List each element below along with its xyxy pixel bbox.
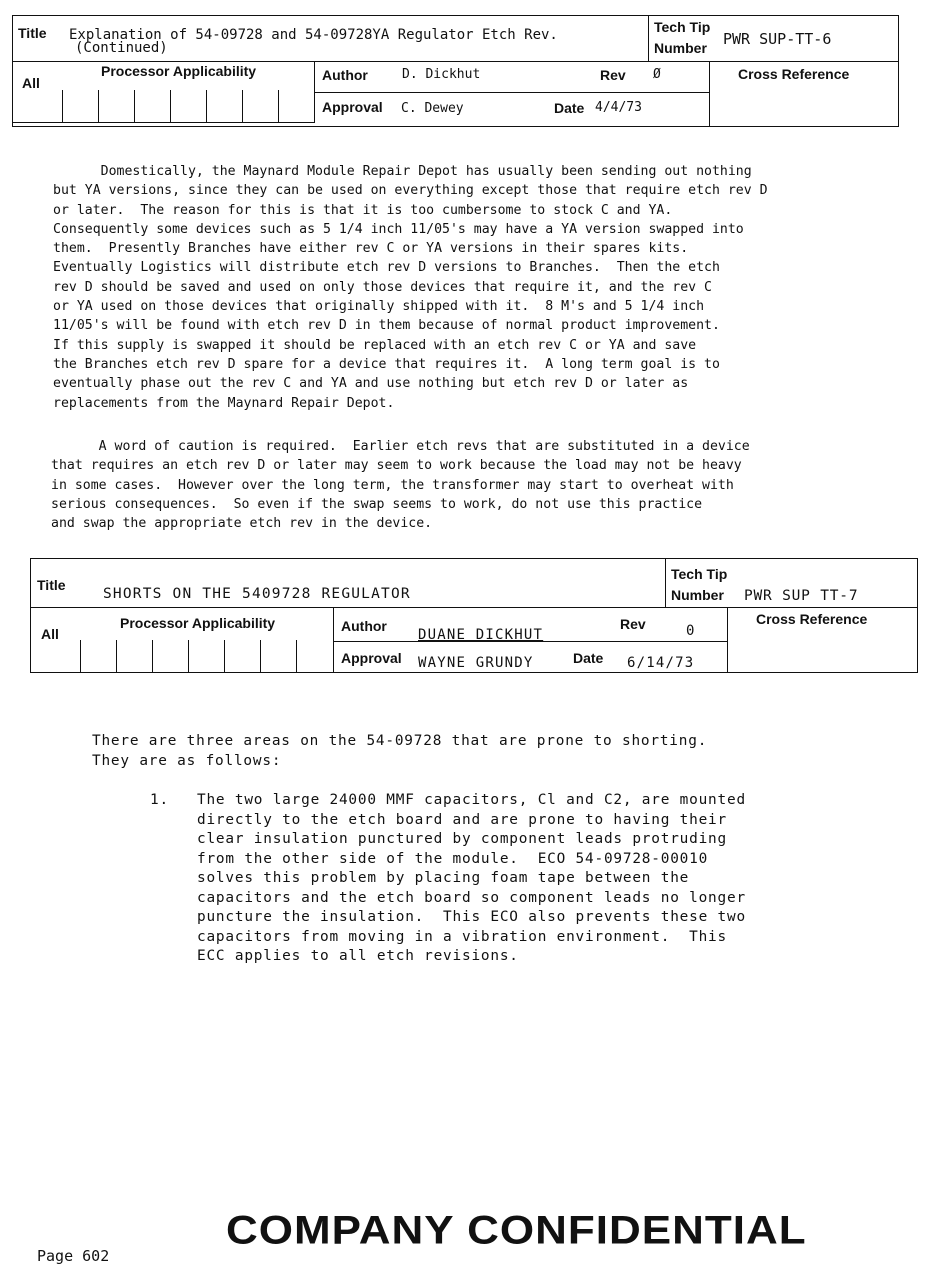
rev-label: Rev [620, 616, 646, 632]
tech-tip-number-value: PWR SUP-TT-6 [723, 30, 832, 48]
confidential-stamp-clip [226, 1208, 807, 1266]
approval-label: Approval [322, 99, 383, 115]
title-value: SHORTS ON THE 5409728 REGULATOR [103, 586, 411, 602]
title-label: Title [18, 25, 47, 41]
date-value: 4/4/73 [595, 100, 642, 115]
tech-tip-label: Tech Tip [671, 566, 728, 582]
tech-tip-number-value: PWR SUP TT-7 [744, 588, 859, 604]
header-1-divider [314, 92, 710, 93]
approval-value: WAYNE GRUNDY [418, 655, 534, 671]
date-label: Date [554, 100, 585, 116]
author-label: Author [341, 618, 387, 634]
rev-label: Rev [600, 67, 626, 83]
header-1-divider [12, 122, 314, 123]
section-2-intro: There are three areas on the 54-09728 that are prone to shorting. They are as follows: [92, 733, 708, 769]
author-label: Author [322, 67, 368, 83]
tech-tip-number-label: Number [671, 587, 724, 603]
body-paragraph-2: A word of caution is required. Earlier etch revs that are substituted in a device that requires an etch rev D or later may seem to work because the load may not be heavy in some cases. However over the long term, the transformer may start to overheat with serious consequences. So even if the swap seems to work, do not use this practice and swap the appropriate etch rev in the device. [51, 439, 750, 532]
header-2-divider [665, 558, 666, 608]
page-number: Page 602 [37, 1247, 110, 1265]
approval-value: C. Dewey [401, 101, 464, 116]
header-2-divider [333, 607, 334, 673]
list-item-text: The two large 24000 MMF capacitors, Cl and C2, are mounted directly to the etch board and are prone to having their clear insulation punctured by component leads protruding from the other side of the module. ECO 54-09728-00010 solves this problem by placing foam tape between the capacitors and the etch board so component leads no longer puncture the insulation. This ECO also prevents these two capacitors from moving in a vibration environment. This ECC applies to all etch revisions. [197, 792, 746, 964]
date-value: 6/14/73 [627, 655, 695, 671]
tech-tip-number-label: Number [654, 40, 707, 56]
body-paragraph-1: Domestically, the Maynard Module Repair Depot has usually been sending out nothing but YA versions, since they can be used on everything except those that require etch rev D or later. The reason for this is that it is too cumbersome to stock C and YA. Consequently some devices such as 5 1/4 inch 11/05's may have a YA version swapped into them. Presently Branches have either rev C or YA versions in their spares kits. Eventually Logistics will distribute etch rev D versions to Branches. Then the etch rev D should be saved and used on only those devices that require it, and the rev C or YA used on those devices that originally shipped with it. 8 M's and 5 1/4 inch 11/05's will be found with etch rev D in them because of normal product improvement. If this supply is swapped it should be replaced with an etch rev C or YA and save the Branches etch rev D spare for a device that requires it. A long term goal is to eventually phase out the rev C and YA and use nothing but etch rev D or later as replacements from the Maynard Repair Depot. [53, 164, 768, 411]
header-1-divider [709, 61, 710, 127]
title-value: Explanation of 54-09728 and 54-09728YA Regulator Etch Rev. [69, 27, 558, 43]
author-value: D. Dickhut [402, 67, 481, 82]
title-value-continued: (Continued) [75, 40, 168, 56]
list-item-number: 1. [150, 792, 169, 808]
confidential-stamp: COMPANY CONFIDENTIAL [226, 1208, 807, 1253]
header-2-divider [727, 607, 728, 673]
header-2-divider [30, 607, 918, 608]
header-1-divider [648, 15, 649, 62]
rev-value: Ø [653, 67, 661, 82]
cross-reference-label: Cross Reference [756, 611, 868, 627]
rev-value: 0 [686, 623, 695, 639]
processor-applicability-label: Processor Applicability [120, 615, 276, 631]
author-value: DUANE DICKHUT [418, 627, 544, 643]
title-label: Title [37, 577, 66, 593]
cross-reference-label: Cross Reference [738, 66, 850, 82]
header-1-divider [12, 61, 899, 62]
processor-applicability-label: Processor Applicability [101, 63, 257, 79]
approval-label: Approval [341, 650, 402, 666]
all-label: All [22, 75, 40, 91]
date-label: Date [573, 650, 604, 666]
all-label: All [41, 626, 59, 642]
tech-tip-label: Tech Tip [654, 19, 711, 35]
